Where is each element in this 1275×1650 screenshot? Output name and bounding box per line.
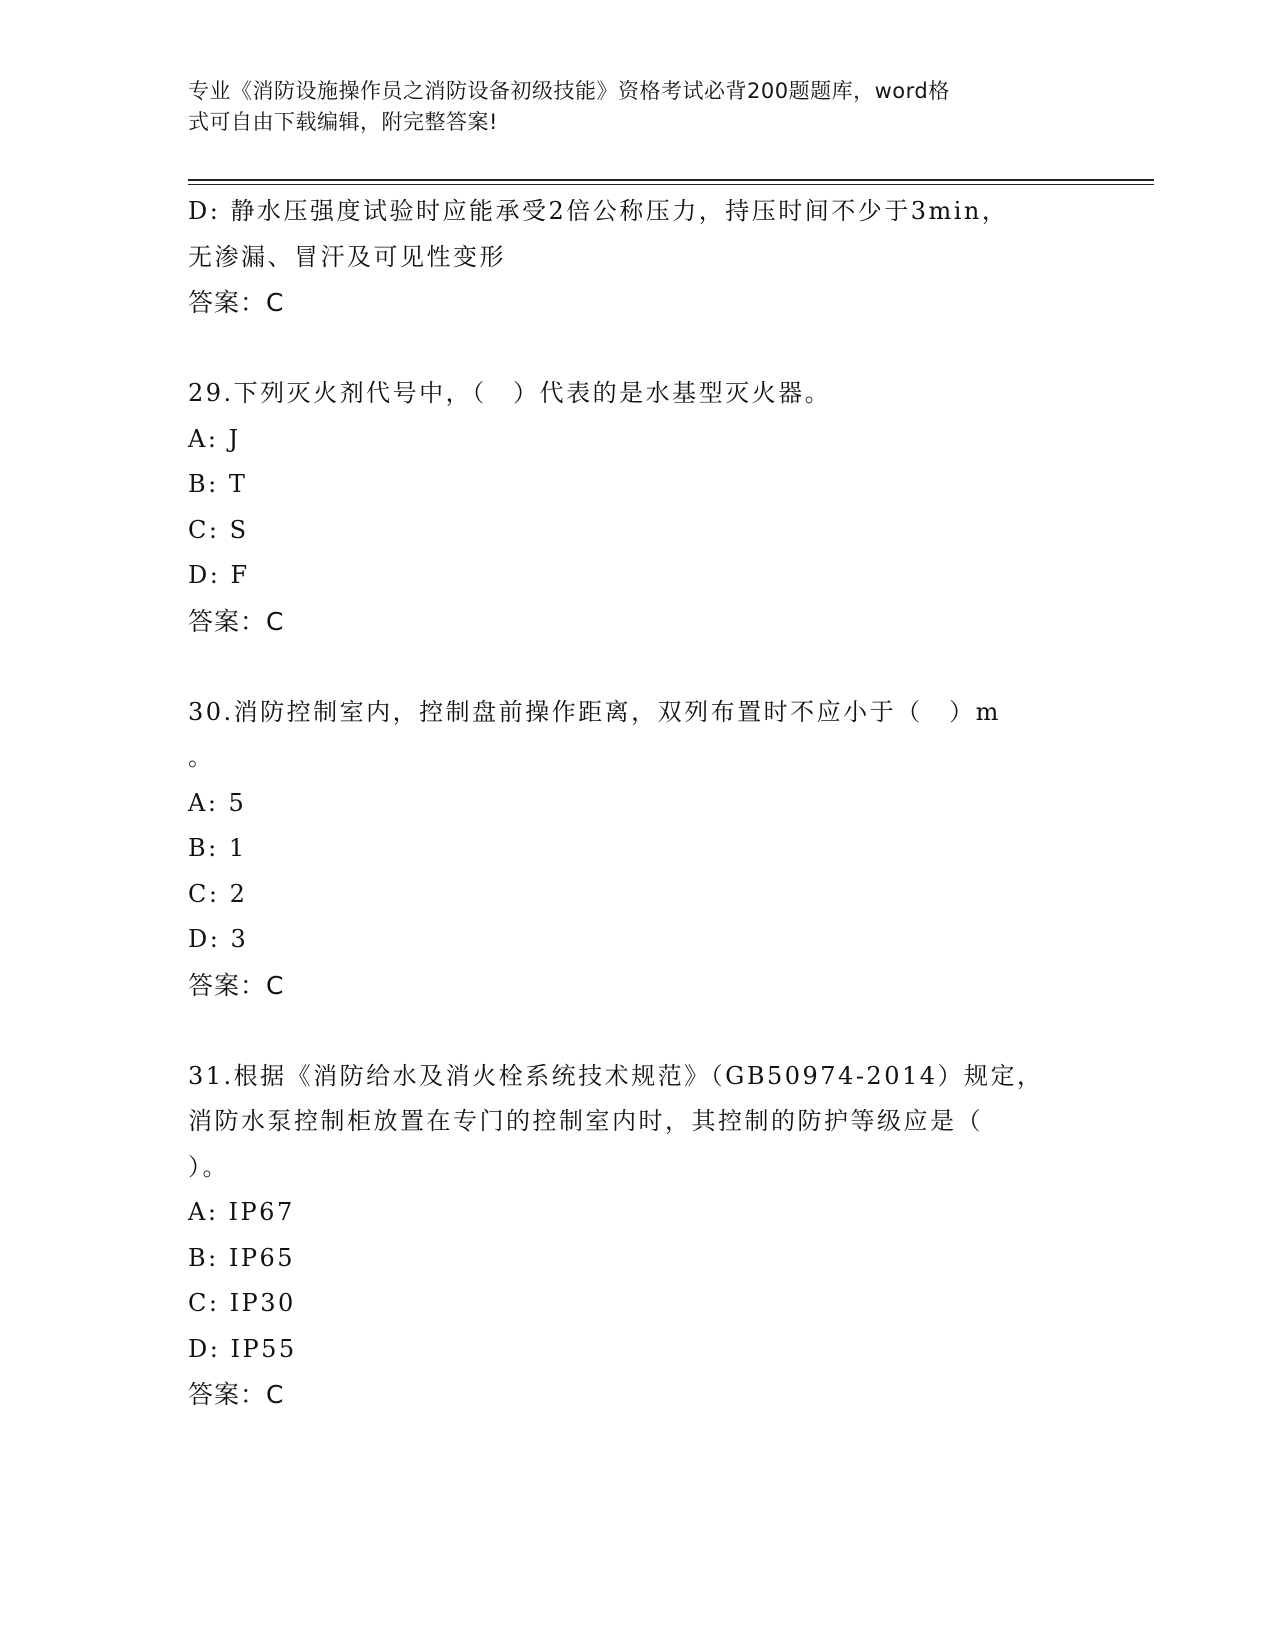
option-c: C: IP30 xyxy=(188,1289,296,1317)
question-stem-continued: 。 xyxy=(188,743,215,771)
option-d: D: 3 xyxy=(188,925,249,953)
question-stem-continued: ）。 xyxy=(188,1152,229,1181)
header-divider-thick xyxy=(188,179,1154,181)
answer-line: 答案：C xyxy=(188,288,285,317)
question-stem-continued: 消防水泵控制柜放置在专门的控制室内时，其控制的防护等级应是（ xyxy=(188,1107,983,1135)
header-line-2: 式可自由下载编辑，附完整答案! xyxy=(188,110,498,134)
option-a: A: J xyxy=(188,424,241,453)
question-stem: 30.消防控制室内，控制盘前操作距离，双列布置时不应小于（ ）m xyxy=(188,697,1001,726)
option-c: C: S xyxy=(188,515,249,544)
question-content xyxy=(188,189,1068,1418)
question-spacer xyxy=(188,326,1068,372)
option-b: B: T xyxy=(188,470,248,498)
document-header xyxy=(188,76,1068,138)
question-spacer xyxy=(188,1008,1068,1054)
option-b: B: IP65 xyxy=(188,1243,296,1272)
question-30 xyxy=(188,690,1068,1009)
answer-line: 答案：C xyxy=(188,606,285,636)
question-stem: 31.根据《消防给水及消火栓系统技术规范》（GB50974-2014）规定， xyxy=(188,1061,1044,1090)
answer-line: 答案：C xyxy=(188,1380,285,1409)
option-c: C: 2 xyxy=(188,879,248,908)
question-28-fragment xyxy=(188,189,1068,326)
question-stem: 29.下列灭火剂代号中，（ ）代表的是水基型灭火器。 xyxy=(188,379,832,407)
option-d: D: IP55 xyxy=(188,1334,297,1363)
question-spacer xyxy=(188,644,1068,690)
header-line-1: 专业《消防设施操作员之消防设备初级技能》资格考试必背200题题库，word格 xyxy=(188,79,950,103)
question-29 xyxy=(188,371,1068,644)
option-d: D: F xyxy=(188,561,250,589)
option-b: B: 1 xyxy=(188,834,247,862)
option-d: D: 静水压强度试验时应能承受2倍公称压力，持压时间不少于3min， xyxy=(188,197,1009,225)
question-31 xyxy=(188,1054,1068,1418)
option-d-continued: 无渗漏、冒汗及可见性变形 xyxy=(188,242,506,271)
option-a: A: IP67 xyxy=(188,1198,295,1226)
option-a: A: 5 xyxy=(188,788,247,817)
header-divider-thin xyxy=(188,184,1154,185)
answer-line: 答案：C xyxy=(188,970,285,1000)
